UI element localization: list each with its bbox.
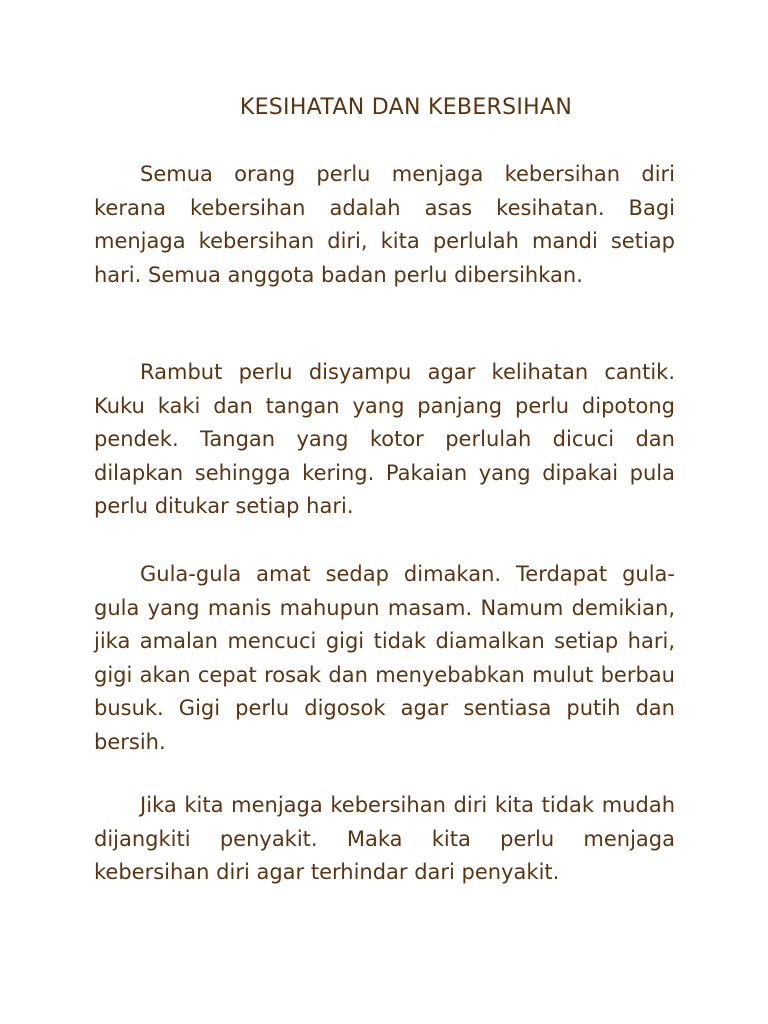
document-title: KESIHATAN DAN KEBERSIHAN	[239, 95, 573, 120]
paragraph-1: Semua orang perlu menjaga kebersihan diri kerana kebersihan adalah asas kesihatan. Bagi menjaga kebersihan diri, kita perlulah mandi setiap hari. Semua anggota badan perlu dibersihkan.	[94, 162, 675, 287]
paragraph-4: Jika kita menjaga kebersihan diri kita tidak mudah dijangkiti penyakit. Maka kita perlu menjaga kebersihan diri agar terhindar dari penyakit.	[94, 793, 675, 884]
paragraph-3: Gula-gula amat sedap dimakan. Terdapat gula-gula yang manis mahupun masam. Namum demikian, jika amalan mencuci gigi tidak diamalkan setiap hari, gigi akan cepat rosak dan menyebabkan mulut berbau busuk. Gigi perlu digosok agar sentiasa putih dan bersih.	[94, 562, 675, 754]
paragraph-2: Rambut perlu disyampu agar kelihatan cantik. Kuku kaki dan tangan yang panjang perlu dipotong pendek. Tangan yang kotor perlulah dicuci dan dilapkan sehingga kering. Pakaian yang dipakai pula perlu ditukar setiap hari.	[94, 360, 675, 518]
